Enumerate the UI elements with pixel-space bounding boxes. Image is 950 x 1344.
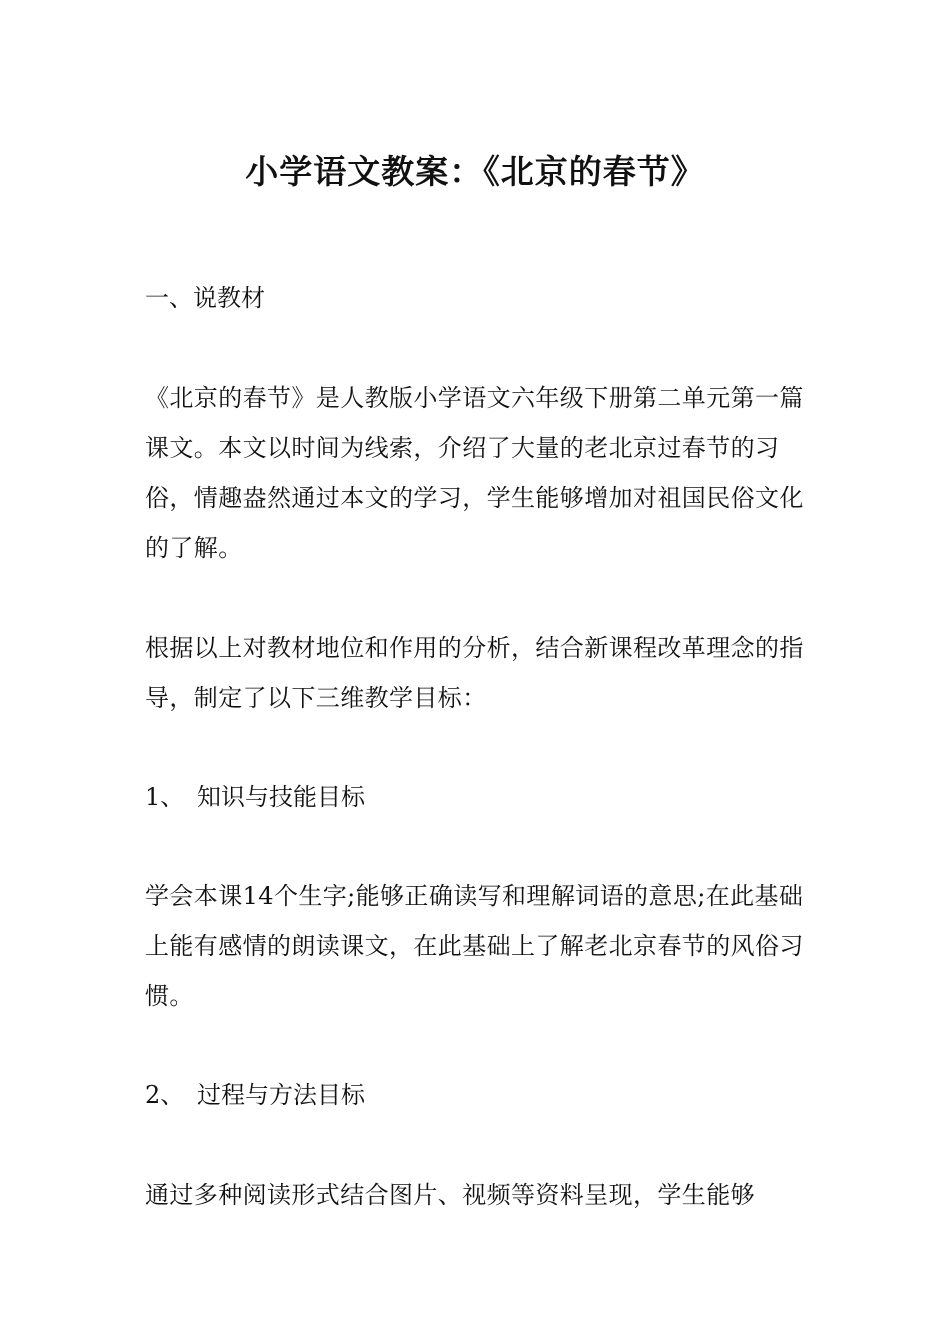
goal-number: 2、 xyxy=(145,1081,185,1109)
paragraph-process-methods: 通过多种阅读形式结合图片、视频等资料呈现，学生能够 xyxy=(145,1181,755,1209)
paragraph-teaching-goals-intro: 根据以上对教材地位和作用的分析，结合新课程改革理念的指导，制定了以下三维教学目标： xyxy=(145,634,804,712)
goal-heading-process-methods xyxy=(145,1070,365,1120)
goal-heading-knowledge-skills xyxy=(145,772,365,822)
document-title: 小学语文教案：《北京的春节》 xyxy=(245,152,705,192)
paragraph-textbook-intro: 《北京的春节》是人教版小学语文六年级下册第二单元第一篇课文。本文以时间为线索，介绍了大量的老北京过春节的习俗，情趣盎然通过本文的学习，学生能够增加对祖国民俗文化的了解。 xyxy=(145,384,804,562)
goal-number: 1、 xyxy=(145,783,185,811)
goal-label: 过程与方法目标 xyxy=(197,1081,365,1109)
paragraph-knowledge-skills: 学会本课14个生字;能够正确读写和理解词语的意思;在此基础上能有感情的朗读课文，在此基础上了解老北京春节的风俗习惯。 xyxy=(145,882,804,1010)
goal-label: 知识与技能目标 xyxy=(197,783,365,811)
section-heading-textbook: 一、说教材 xyxy=(145,284,265,312)
